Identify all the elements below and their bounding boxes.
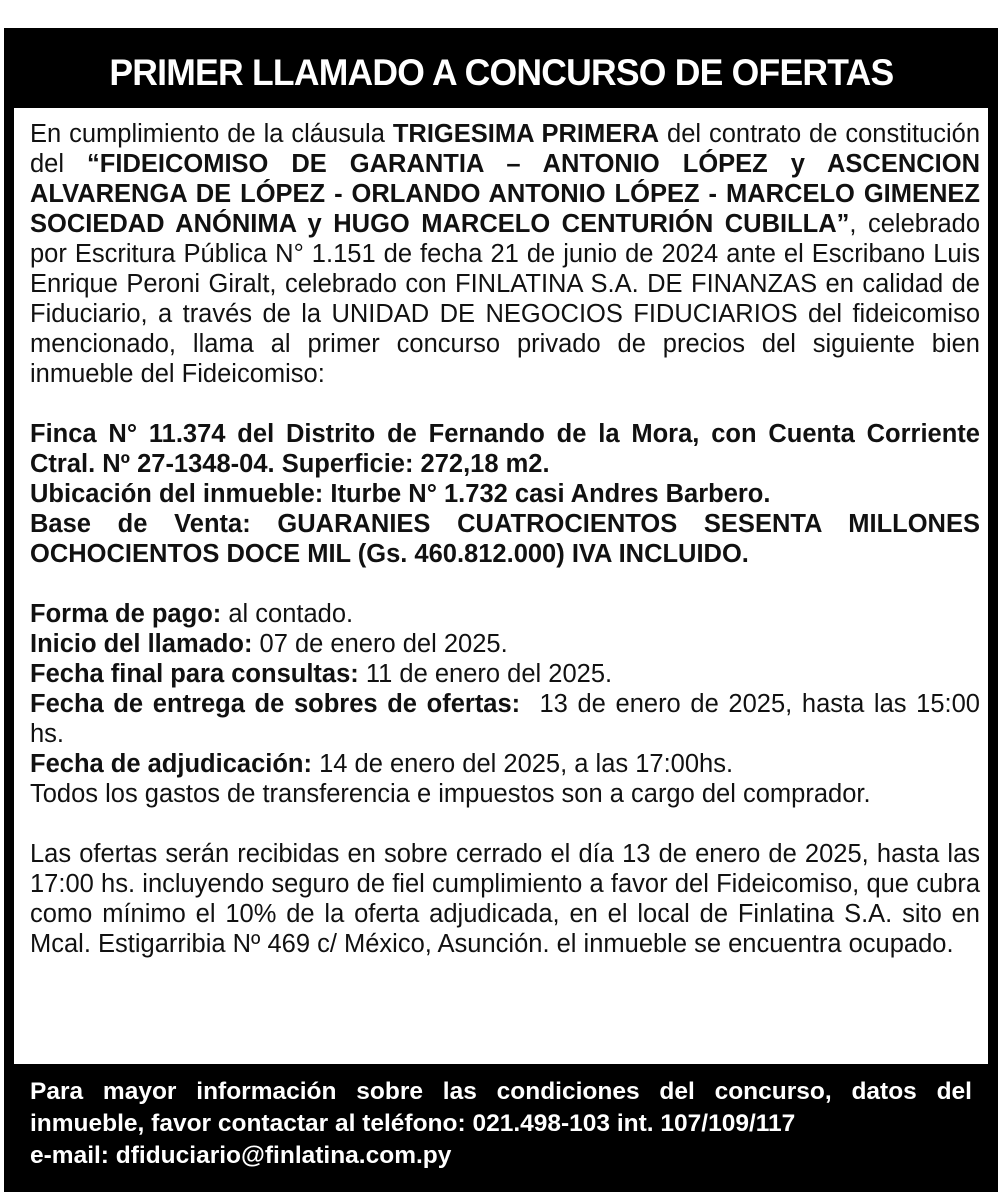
property-finca: Finca N° 11.374 del Distrito de Fernando de la Mora, con Cuenta Corriente Ctral. Nº 27-1348-04. Superficie: 272,18 m2. <box>30 420 980 478</box>
notice-frame <box>4 28 998 1192</box>
trust-name: “FIDEICOMISO DE GARANTIA – ANTONIO LÓPEZ y ASCENCION ALVARENGA DE LÓPEZ - ORLANDO ANTONIO LÓPEZ - MARCELO GIMENEZ SOCIEDAD ANÓNIMA y HUGO MARCELO CENTURIÓN CUBILLA” <box>30 150 980 238</box>
spacer <box>30 809 980 839</box>
property-details <box>30 419 980 569</box>
term-label: Forma de pago: <box>30 600 222 628</box>
term-value: al contado. <box>221 600 354 628</box>
header-bar <box>14 38 988 108</box>
notice-title: PRIMER LLAMADO A CONCURSO DE OFERTAS <box>108 52 894 93</box>
term-value: 13 de enero de 2025, hasta las 15:00 hs. <box>30 690 988 748</box>
intro-paragraph <box>30 119 980 389</box>
intro-text-2: del contrato de constitución del <box>30 120 981 178</box>
costs-note: Todos los gastos de transferencia e impuestos son a cargo del comprador. <box>30 780 871 808</box>
offers-paragraph: Las ofertas serán recibidas en sobre cerrado el día 13 de enero de 2025, hasta las 17:00 hs. incluyendo seguro de fiel cumplimiento a favor del Fideicomiso, que cubra como mínimo el 10% de la oferta adjudicada, en el local de Finlatina S.A. sito en Mcal. Estigarribia Nº 469 c/ México, Asunción. el inmueble se encuentra ocupado. <box>30 840 980 958</box>
intro-text-3: , celebrado por Escritura Pública N° 1.151 de fecha 21 de junio de 2024 ante el Escribano Luis Enrique Peroni Giralt, celebrado con FINLATINA S.A. DE FINANZAS en calidad de Fiduciario, a través de la UNIDAD DE NEGOCIOS FIDUCIARIOS del fideicomiso mencionado, llama al primer concurso privado de precios del siguiente bien inmueble del Fideicomiso: <box>30 210 980 388</box>
contact-footer <box>14 1064 988 1182</box>
contact-email: e-mail: dfiduciario@finlatina.com.py <box>30 1142 452 1169</box>
term-label: Fecha de adjudicación: <box>30 750 312 778</box>
property-location: Ubicación del inmueble: Iturbe N° 1.732 casi Andres Barbero. <box>30 480 771 508</box>
term-label: Fecha final para consultas: <box>30 660 359 688</box>
term-value: 07 de enero del 2025. <box>252 630 508 658</box>
term-value: 14 de enero del 2025, a las 17:00hs. <box>311 750 734 778</box>
term-label: Fecha de entrega de sobres de ofertas: <box>30 690 521 718</box>
term-start <box>30 629 980 659</box>
term-award-date <box>30 749 980 779</box>
term-value: 11 de enero del 2025. <box>358 660 613 688</box>
term-payment <box>30 599 980 629</box>
terms-list <box>30 599 988 809</box>
intro-text-1: En cumplimiento de la cláusula <box>30 120 393 148</box>
spacer <box>30 389 980 419</box>
term-envelope-delivery <box>30 689 988 749</box>
clause-name: TRIGESIMA PRIMERA <box>392 120 660 148</box>
term-consult-deadline <box>30 659 980 689</box>
notice-body <box>30 119 988 959</box>
property-base-price: Base de Venta: GUARANIES CUATROCIENTOS SESENTA MILLONES OCHOCIENTOS DOCE MIL (Gs. 460.812.000) IVA INCLUIDO. <box>30 510 980 568</box>
contact-info: Para mayor información sobre las condiciones del concurso, datos del inmueble, favor contactar al teléfono: 021.498-103 int. 107/109/117 <box>30 1078 972 1137</box>
spacer <box>30 569 980 599</box>
term-label: Inicio del llamado: <box>30 630 253 658</box>
